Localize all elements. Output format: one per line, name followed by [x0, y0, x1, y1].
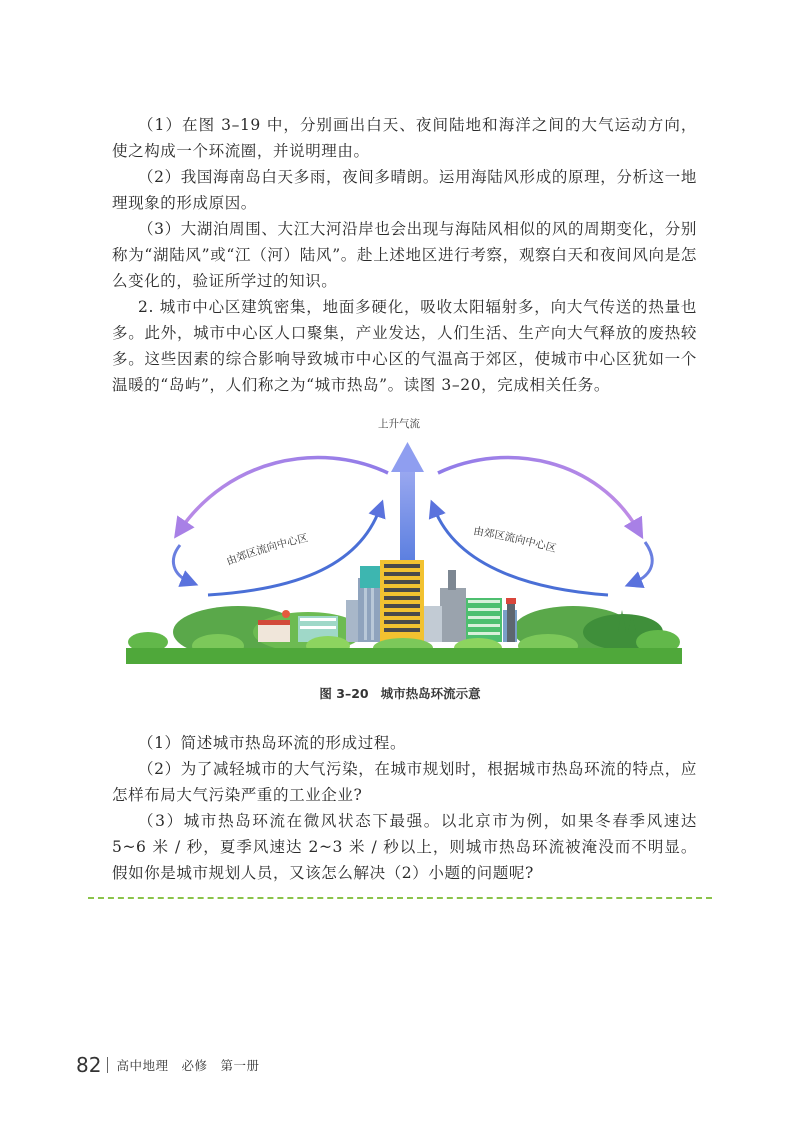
question-1: （1）简述城市热岛环流的形成过程。	[138, 734, 407, 752]
descending-air-arrow-right	[633, 542, 652, 583]
upper-outflow-arrow-left	[180, 457, 388, 530]
urban-heat-island-diagram	[118, 410, 688, 670]
section-divider	[88, 897, 712, 899]
descending-air-arrow-left	[173, 545, 190, 582]
inflow-label-left: 由郊区流向中心区	[224, 532, 310, 568]
figure-title: 城市热岛环流示意	[380, 686, 481, 701]
inflow-label-right: 由郊区流向中心区	[472, 525, 558, 555]
paragraph-task-3: （3）大湖泊周围、大江大河沿岸也会出现与海陆风相似的风的周期变化，分别称为“湖陆风”或“江（河）陆风”。赴上述地区进行考察，观察白天和夜间风向是怎么变化的，验证所学过的知识。	[112, 220, 697, 290]
ground	[126, 648, 682, 664]
page-footer	[76, 1053, 259, 1077]
figure-caption	[0, 684, 800, 702]
footer-separator	[107, 1057, 108, 1073]
question-2: （2）为了减轻城市的大气污染，在城市规划时，根据城市热岛环流的特点，应怎样布局大气污染严重的工业企业?	[112, 760, 697, 804]
rising-air-arrow	[391, 442, 424, 562]
question-3: （3）城市热岛环流在微风状态下最强。以北京市为例，如果冬春季风速达 5~6 米 / 秒，夏季风速达 2~3 米 / 秒以上，则城市热岛环流被淹没而不明显。假如你是城市规划人员，又该怎么解决（2）小题的问题呢?	[112, 812, 697, 882]
upper-outflow-arrow-right	[438, 457, 638, 530]
figure-number: 图 3–20	[319, 686, 369, 701]
surface-inflow-arrow-left	[208, 508, 380, 595]
rising-air-label: 上升气流	[378, 418, 420, 430]
book-title: 高中地理 必修 第一册	[116, 1058, 260, 1073]
paragraph-task-2: （2）我国海南岛白天多雨，夜间多晴朗。运用海陆风形成的原理，分析这一地理现象的形成原因。	[112, 168, 697, 212]
page-number: 82	[76, 1053, 102, 1077]
paragraph-urban-heat-island: 2. 城市中心区建筑密集，地面多硬化，吸收太阳辐射多，向大气传送的热量也多。此外，城市中心区人口聚集，产业发达，人们生活、生产向大气释放的废热较多。这些因素的综合影响导致城市中心区的气温高于郊区，使城市中心区犹如一个温暖的“岛屿”，人们称之为“城市热岛”。读图 3–20，完成相关任务。	[112, 298, 697, 394]
paragraph-task-1: （1）在图 3–19 中，分别画出白天、夜间陆地和海洋之间的大气运动方向，使之构成一个环流圈，并说明理由。	[112, 116, 697, 160]
surface-inflow-arrow-right	[434, 508, 608, 595]
